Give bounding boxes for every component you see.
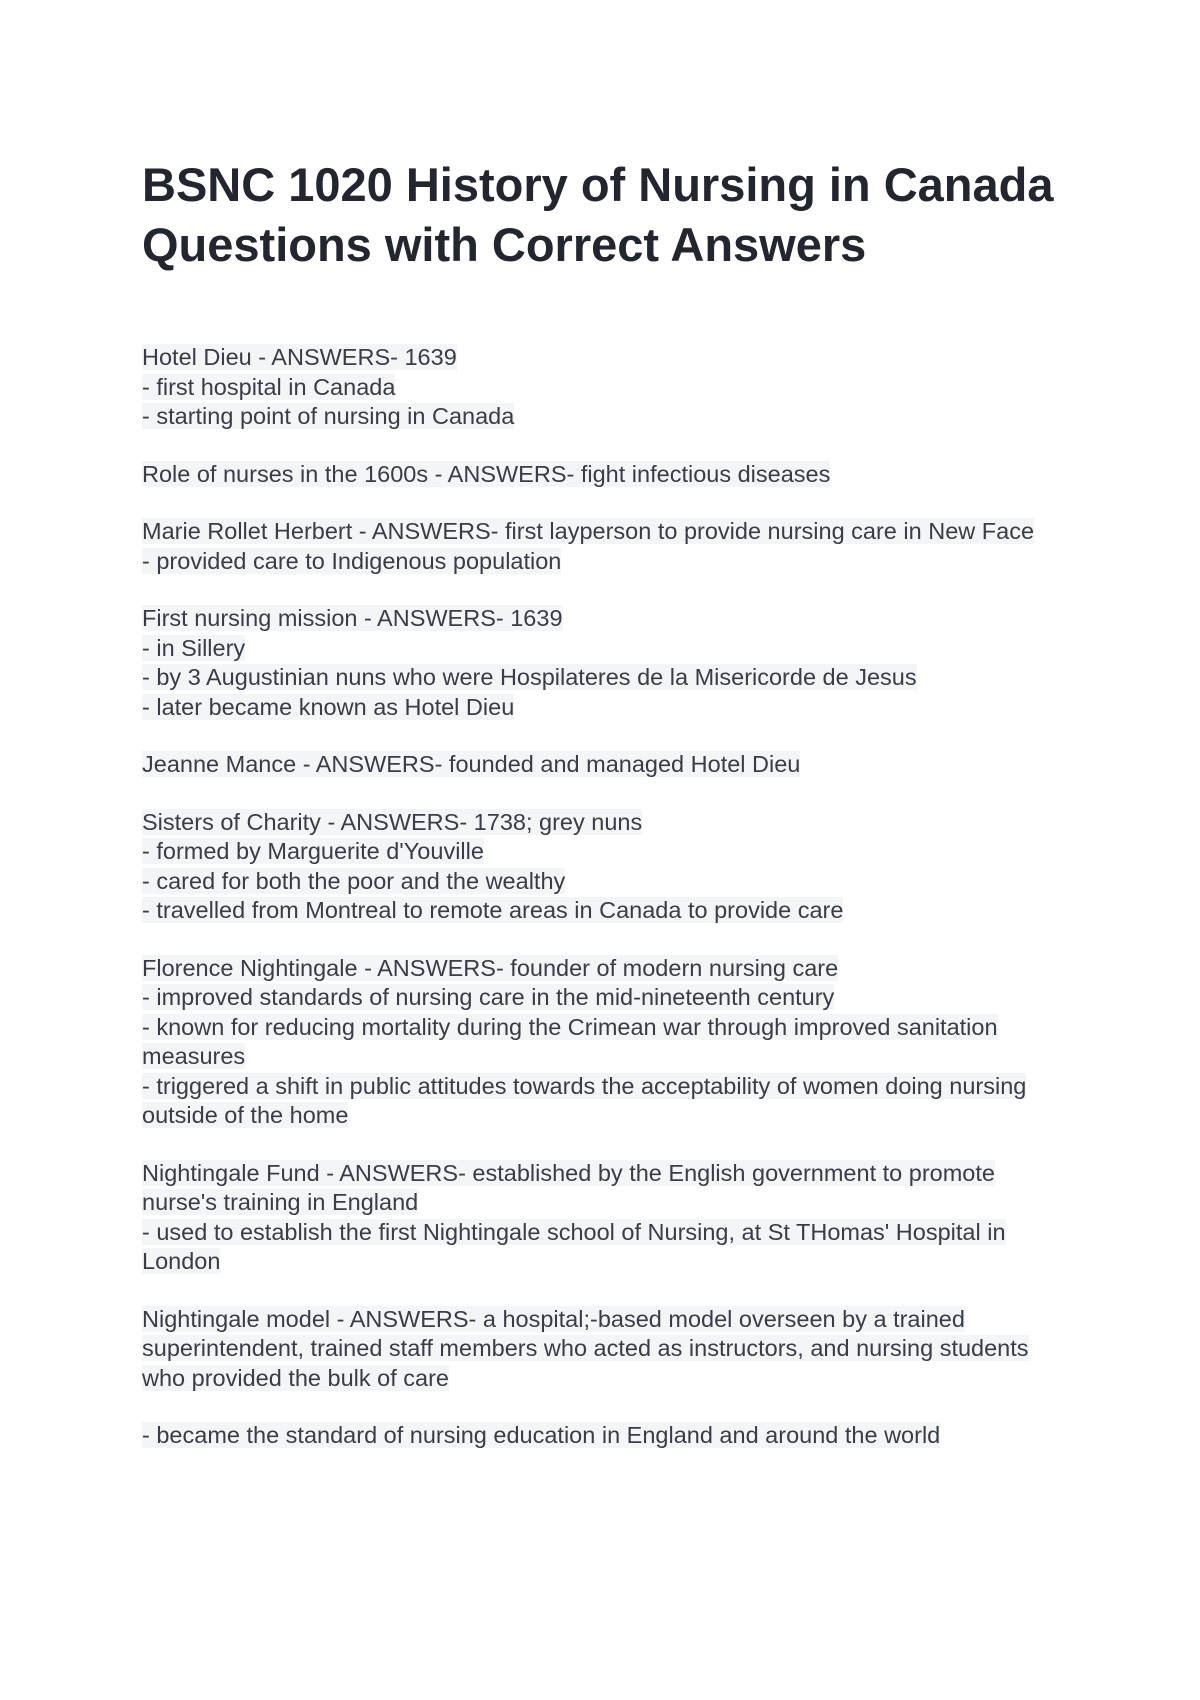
entry-line: First nursing mission - ANSWERS- 1639 [142,605,563,631]
qa-entry-nightingale-fund [142,1159,1062,1277]
qa-entry-nightingale-model [142,1305,1062,1394]
entry-line: - provided care to Indigenous population [142,547,562,574]
qa-entry-jeanne-mance [142,750,1062,780]
entry-line: - known for reducing mortality during the Crimean war through improved sanitation measures [142,1013,998,1069]
entry-line: - later became known as Hotel Dieu [142,693,515,720]
entry-line: Marie Rollet Herbert - ANSWERS- first layperson to provide nursing care in New Face [142,518,1035,544]
qa-entry-marie-rollet-herbert [142,517,1062,576]
page-title: BSNC 1020 History of Nursing in Canada Questions with Correct Answers [142,158,1054,271]
entry-line: - used to establish the first Nightingale school of Nursing, at St THomas' Hospital in London [142,1218,1006,1274]
entry-line: - first hospital in Canada [142,373,396,400]
entry-line: - formed by Marguerite d'Youville [142,838,484,864]
entry-line: Hotel Dieu - ANSWERS- 1639 [142,344,457,370]
entry-line: - travelled from Montreal to remote areas in Canada to provide care [142,897,844,923]
entry-line: Role of nurses in the 1600s - ANSWERS- fight infectious diseases [142,460,831,487]
entry-line: Florence Nightingale - ANSWERS- founder of modern nursing care [142,954,839,981]
entry-line: Jeanne Mance - ANSWERS- founded and managed Hotel Dieu [142,751,801,777]
entry-line: - in Sillery [142,634,246,661]
entry-line: - starting point of nursing in Canada [142,403,515,429]
entry-line: - cared for both the poor and the wealthy [142,867,566,894]
qa-entry-sisters-of-charity [142,808,1062,926]
qa-entry-florence-nightingale [142,954,1062,1131]
entry-line: Nightingale Fund - ANSWERS- established by the English government to promote nurse's training in England [142,1159,995,1215]
qa-entry-first-nursing-mission [142,604,1062,722]
qa-entry-role-of-nurses [142,460,1062,490]
entry-line: - became the standard of nursing education in England and around the world [142,1422,941,1448]
entry-line: - improved standards of nursing care in the mid-nineteenth century [142,984,835,1010]
entry-line: - by 3 Augustinian nuns who were Hospilateres de la Misericorde de Jesus [142,664,917,690]
document-page [142,155,1062,1479]
entry-line: - triggered a shift in public attitudes towards the acceptability of women doing nursing outside of the home [142,1072,1027,1128]
qa-entry-hotel-dieu [142,343,1062,432]
entry-line: Nightingale model - ANSWERS- a hospital;-based model overseen by a trained superintendent, trained staff members who acted as instructors, and nursing students who provided the bulk of care [142,1305,1029,1391]
entry-line: Sisters of Charity - ANSWERS- 1738; grey nuns [142,808,643,835]
qa-entry-nightingale-model-continued [142,1421,1062,1451]
